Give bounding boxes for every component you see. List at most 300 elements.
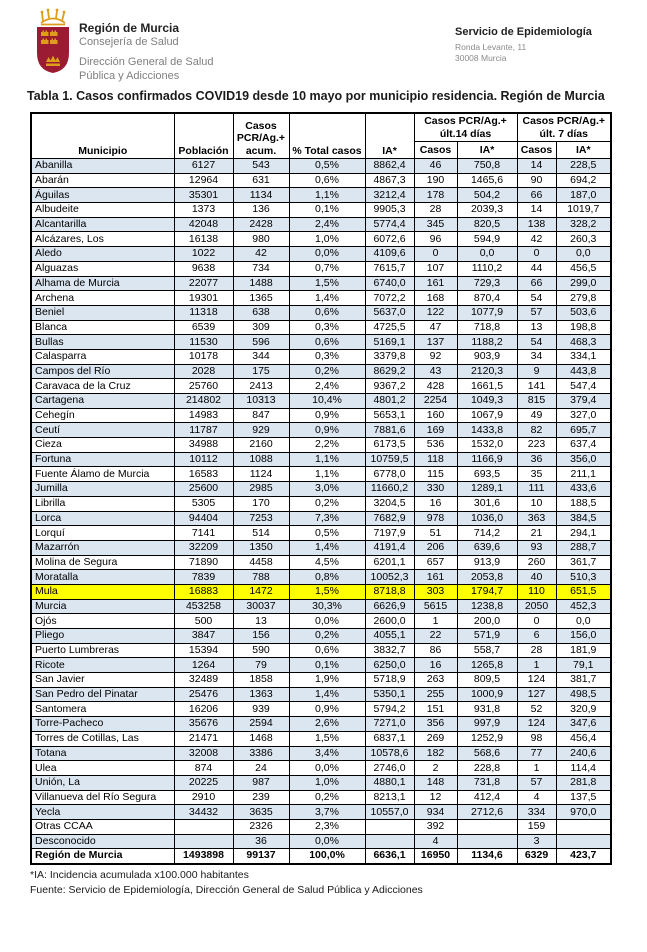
municipality-cell: San Pedro del Pinatar xyxy=(31,687,174,702)
casos-14d-cell: 978 xyxy=(414,511,457,526)
municipality-cell: Caravaca de la Cruz xyxy=(31,379,174,394)
pct-total-cell: 0,0% xyxy=(289,834,365,849)
ia-14d-cell: 594,9 xyxy=(457,232,517,247)
table-row xyxy=(31,305,611,320)
ia-14d-cell: 2120,3 xyxy=(457,364,517,379)
ia-7d-cell: 320,9 xyxy=(556,702,611,717)
ia-cell: 2746,0 xyxy=(365,761,414,776)
col-header-casos-7d: Casos xyxy=(517,142,556,159)
table-row xyxy=(31,188,611,203)
casos-14d-cell: 392 xyxy=(414,819,457,834)
casos-7d-cell: 52 xyxy=(517,702,556,717)
table-row xyxy=(31,555,611,570)
ia-14d-cell: 1000,9 xyxy=(457,687,517,702)
ia-cell xyxy=(365,819,414,834)
col-header-pct-total: % Total casos xyxy=(289,113,365,159)
poblacion-cell: 2910 xyxy=(174,790,233,805)
ia-cell: 4109,6 xyxy=(365,247,414,262)
pct-total-cell: 0,5% xyxy=(289,526,365,541)
casos-acum-cell: 79 xyxy=(233,658,289,673)
pct-total-cell: 2,6% xyxy=(289,717,365,732)
table-row xyxy=(31,614,611,629)
casos-7d-cell: 14 xyxy=(517,159,556,174)
ia-14d-cell: 750,8 xyxy=(457,159,517,174)
casos-14d-cell: 107 xyxy=(414,261,457,276)
ia-cell: 10759,5 xyxy=(365,452,414,467)
ia-cell: 11660,2 xyxy=(365,482,414,497)
ia-cell: 3832,7 xyxy=(365,643,414,658)
casos-14d-cell: 428 xyxy=(414,379,457,394)
table-row xyxy=(31,790,611,805)
pct-total-cell: 2,4% xyxy=(289,217,365,232)
poblacion-cell: 7839 xyxy=(174,570,233,585)
ia-14d-cell: 568,6 xyxy=(457,746,517,761)
casos-7d-cell: 82 xyxy=(517,423,556,438)
casos-acum-cell: 1488 xyxy=(233,276,289,291)
casos-14d-cell: 151 xyxy=(414,702,457,717)
casos-7d-cell: 138 xyxy=(517,217,556,232)
ia-7d-cell: 181,9 xyxy=(556,643,611,658)
ia-14d-cell: 571,9 xyxy=(457,629,517,644)
municipality-cell: Ulea xyxy=(31,761,174,776)
pct-total-cell: 3,7% xyxy=(289,805,365,820)
municipality-cell: Otras CCAA xyxy=(31,819,174,834)
poblacion-cell: 10178 xyxy=(174,349,233,364)
casos-7d-cell: 77 xyxy=(517,746,556,761)
ia-cell: 6173,5 xyxy=(365,438,414,453)
pct-total-cell: 0,0% xyxy=(289,614,365,629)
table-row xyxy=(31,717,611,732)
table-row xyxy=(31,643,611,658)
ia-cell: 6201,1 xyxy=(365,555,414,570)
casos-acum-cell: 1858 xyxy=(233,673,289,688)
ia-7d-cell: 228,5 xyxy=(556,159,611,174)
ia-cell: 7682,9 xyxy=(365,511,414,526)
casos-acum-cell: 987 xyxy=(233,775,289,790)
table-row xyxy=(31,217,611,232)
municipality-cell: Aledo xyxy=(31,247,174,262)
footnote-ia-definition: *IA: Incidencia acumulada x100.000 habitantes xyxy=(30,868,249,881)
casos-14d-cell: 22 xyxy=(414,629,457,644)
poblacion-cell: 214802 xyxy=(174,394,233,409)
ia-14d-cell: 2039,3 xyxy=(457,203,517,218)
casos-acum-cell: 309 xyxy=(233,320,289,335)
casos-14d-cell: 160 xyxy=(414,408,457,423)
pct-total-cell: 1,5% xyxy=(289,584,365,599)
municipality-cell: Pliego xyxy=(31,629,174,644)
ia-14d-cell: 558,7 xyxy=(457,643,517,658)
ia-14d-cell: 200,0 xyxy=(457,614,517,629)
casos-acum-cell: 99137 xyxy=(233,849,289,864)
municipality-cell: Cieza xyxy=(31,438,174,453)
table-row xyxy=(31,511,611,526)
casos-7d-cell: 4 xyxy=(517,790,556,805)
casos-7d-cell: 57 xyxy=(517,775,556,790)
ia-cell: 6250,0 xyxy=(365,658,414,673)
ia-cell: 7197,9 xyxy=(365,526,414,541)
municipality-cell: Torres de Cotillas, Las xyxy=(31,731,174,746)
ia-14d-cell: 301,6 xyxy=(457,496,517,511)
casos-acum-cell: 638 xyxy=(233,305,289,320)
casos-7d-cell: 10 xyxy=(517,496,556,511)
pct-total-cell: 3,4% xyxy=(289,746,365,761)
pct-total-cell: 0,0% xyxy=(289,247,365,262)
table-row xyxy=(31,320,611,335)
ia-cell: 6778,0 xyxy=(365,467,414,482)
ia-cell: 4880,1 xyxy=(365,775,414,790)
ia-7d-cell: 384,5 xyxy=(556,511,611,526)
pct-total-cell: 0,9% xyxy=(289,702,365,717)
casos-7d-cell: 1 xyxy=(517,658,556,673)
poblacion-cell: 1022 xyxy=(174,247,233,262)
ia-14d-cell: 639,6 xyxy=(457,540,517,555)
municipality-cell: Lorquí xyxy=(31,526,174,541)
casos-acum-cell: 156 xyxy=(233,629,289,644)
municipality-cell: Librilla xyxy=(31,496,174,511)
casos-7d-cell: 90 xyxy=(517,173,556,188)
poblacion-cell: 32008 xyxy=(174,746,233,761)
ia-7d-cell: 198,8 xyxy=(556,320,611,335)
municipality-cell: Abanilla xyxy=(31,159,174,174)
casos-14d-cell: 657 xyxy=(414,555,457,570)
table-row xyxy=(31,173,611,188)
poblacion-cell: 11318 xyxy=(174,305,233,320)
ia-14d-cell: 228,8 xyxy=(457,761,517,776)
ia-7d-cell: 279,8 xyxy=(556,291,611,306)
casos-14d-cell: 168 xyxy=(414,291,457,306)
poblacion-cell xyxy=(174,834,233,849)
poblacion-cell: 71890 xyxy=(174,555,233,570)
casos-7d-cell: 13 xyxy=(517,320,556,335)
municipality-cell: Alguazas xyxy=(31,261,174,276)
col-group-ult-14-dias: Casos PCR/Ag.+ últ.14 días xyxy=(414,113,517,142)
casos-acum-cell: 2594 xyxy=(233,717,289,732)
table-row xyxy=(31,467,611,482)
ia-14d-cell: 820,5 xyxy=(457,217,517,232)
pct-total-cell: 0,2% xyxy=(289,364,365,379)
ia-14d-cell: 1465,6 xyxy=(457,173,517,188)
pct-total-cell: 1,0% xyxy=(289,775,365,790)
table-row xyxy=(31,687,611,702)
casos-7d-cell: 124 xyxy=(517,717,556,732)
municipality-cell: Fortuna xyxy=(31,452,174,467)
poblacion-cell: 25760 xyxy=(174,379,233,394)
ia-7d-cell: 423,7 xyxy=(556,849,611,864)
casos-acum-cell: 543 xyxy=(233,159,289,174)
service-address-line1: Ronda Levante, 11 xyxy=(455,42,527,52)
municipality-cell: Murcia xyxy=(31,599,174,614)
pct-total-cell: 0,6% xyxy=(289,305,365,320)
casos-7d-cell: 3 xyxy=(517,834,556,849)
casos-acum-cell: 170 xyxy=(233,496,289,511)
casos-14d-cell: 345 xyxy=(414,217,457,232)
col-group-ult-7-dias: Casos PCR/Ag.+ últ. 7 días xyxy=(517,113,611,142)
casos-acum-cell: 42 xyxy=(233,247,289,262)
municipality-cell: Lorca xyxy=(31,511,174,526)
casos-14d-cell: 46 xyxy=(414,159,457,174)
ia-cell: 3379,8 xyxy=(365,349,414,364)
casos-7d-cell: 0 xyxy=(517,247,556,262)
casos-14d-cell: 536 xyxy=(414,438,457,453)
casos-7d-cell: 9 xyxy=(517,364,556,379)
casos-7d-cell: 54 xyxy=(517,335,556,350)
casos-acum-cell: 2428 xyxy=(233,217,289,232)
pct-total-cell: 1,5% xyxy=(289,276,365,291)
ia-7d-cell: 240,6 xyxy=(556,746,611,761)
service-address-line2: 30008 Murcia xyxy=(455,53,507,63)
poblacion-cell: 11787 xyxy=(174,423,233,438)
pct-total-cell: 0,3% xyxy=(289,349,365,364)
municipality-cell: Región de Murcia xyxy=(31,849,174,864)
municipality-cell: Archena xyxy=(31,291,174,306)
casos-7d-cell: 223 xyxy=(517,438,556,453)
ia-cell: 3204,5 xyxy=(365,496,414,511)
municipality-cell: Alcázares, Los xyxy=(31,232,174,247)
ia-14d-cell: 1134,6 xyxy=(457,849,517,864)
pct-total-cell: 100,0% xyxy=(289,849,365,864)
casos-7d-cell: 54 xyxy=(517,291,556,306)
ia-7d-cell: 260,3 xyxy=(556,232,611,247)
ia-14d-cell: 1289,1 xyxy=(457,482,517,497)
ia-14d-cell: 809,5 xyxy=(457,673,517,688)
poblacion-cell: 6127 xyxy=(174,159,233,174)
ia-cell: 5653,1 xyxy=(365,408,414,423)
casos-7d-cell: 1 xyxy=(517,761,556,776)
casos-acum-cell: 2160 xyxy=(233,438,289,453)
ia-cell: 10578,6 xyxy=(365,746,414,761)
ia-7d-cell: 361,7 xyxy=(556,555,611,570)
poblacion-cell: 32209 xyxy=(174,540,233,555)
municipality-cell: Abarán xyxy=(31,173,174,188)
col-header-ia: IA* xyxy=(365,113,414,159)
pct-total-cell: 1,4% xyxy=(289,291,365,306)
municipality-cell: Torre-Pacheco xyxy=(31,717,174,732)
poblacion-cell: 22077 xyxy=(174,276,233,291)
pct-total-cell: 0,8% xyxy=(289,570,365,585)
casos-7d-cell: 44 xyxy=(517,261,556,276)
pct-total-cell: 10,4% xyxy=(289,394,365,409)
casos-14d-cell: 115 xyxy=(414,467,457,482)
pct-total-cell: 1,4% xyxy=(289,540,365,555)
ia-14d-cell: 870,4 xyxy=(457,291,517,306)
municipality-cell: Moratalla xyxy=(31,570,174,585)
table-row xyxy=(31,731,611,746)
poblacion-cell: 1264 xyxy=(174,658,233,673)
table-row xyxy=(31,702,611,717)
pct-total-cell: 2,2% xyxy=(289,438,365,453)
col-header-ia-7d: IA* xyxy=(556,142,611,159)
table-row xyxy=(31,159,611,174)
ia-cell: 8862,4 xyxy=(365,159,414,174)
poblacion-cell: 34432 xyxy=(174,805,233,820)
ia-cell: 4725,5 xyxy=(365,320,414,335)
ia-cell: 5350,1 xyxy=(365,687,414,702)
ia-14d-cell: 1077,9 xyxy=(457,305,517,320)
municipality-cell: Ceutí xyxy=(31,423,174,438)
casos-7d-cell: 363 xyxy=(517,511,556,526)
municipality-cell: Mazarrón xyxy=(31,540,174,555)
casos-7d-cell: 66 xyxy=(517,276,556,291)
table-row xyxy=(31,408,611,423)
pct-total-cell: 30,3% xyxy=(289,599,365,614)
ia-7d-cell: 547,4 xyxy=(556,379,611,394)
casos-7d-cell: 28 xyxy=(517,643,556,658)
casos-7d-cell: 35 xyxy=(517,467,556,482)
casos-7d-cell: 124 xyxy=(517,673,556,688)
table-row xyxy=(31,658,611,673)
municipality-cell: San Javier xyxy=(31,673,174,688)
ia-cell: 9367,2 xyxy=(365,379,414,394)
ia-7d-cell: 281,8 xyxy=(556,775,611,790)
table-row xyxy=(31,261,611,276)
ia-cell: 6626,9 xyxy=(365,599,414,614)
ia-14d-cell: 1433,8 xyxy=(457,423,517,438)
casos-acum-cell: 2326 xyxy=(233,819,289,834)
col-header-casos-14d: Casos xyxy=(414,142,457,159)
casos-14d-cell: 161 xyxy=(414,276,457,291)
casos-14d-cell: 16 xyxy=(414,496,457,511)
casos-14d-cell: 182 xyxy=(414,746,457,761)
casos-7d-cell: 98 xyxy=(517,731,556,746)
pct-total-cell: 0,2% xyxy=(289,790,365,805)
poblacion-cell: 16883 xyxy=(174,584,233,599)
col-header-poblacion: Población xyxy=(174,113,233,159)
casos-14d-cell: 206 xyxy=(414,540,457,555)
casos-acum-cell: 590 xyxy=(233,643,289,658)
casos-acum-cell: 847 xyxy=(233,408,289,423)
pct-total-cell: 2,4% xyxy=(289,379,365,394)
ia-7d-cell: 0,0 xyxy=(556,614,611,629)
ia-14d-cell: 412,4 xyxy=(457,790,517,805)
ia-7d-cell: 299,0 xyxy=(556,276,611,291)
casos-14d-cell: 178 xyxy=(414,188,457,203)
poblacion-cell: 14983 xyxy=(174,408,233,423)
poblacion-cell: 3847 xyxy=(174,629,233,644)
pct-total-cell: 0,6% xyxy=(289,643,365,658)
pct-total-cell: 1,1% xyxy=(289,188,365,203)
table-row xyxy=(31,232,611,247)
ia-7d-cell: 288,7 xyxy=(556,540,611,555)
ia-7d-cell: 456,5 xyxy=(556,261,611,276)
ia-7d-cell: 379,4 xyxy=(556,394,611,409)
poblacion-cell: 35676 xyxy=(174,717,233,732)
casos-7d-cell: 159 xyxy=(517,819,556,834)
poblacion-cell: 12964 xyxy=(174,173,233,188)
ia-cell: 8718,8 xyxy=(365,584,414,599)
pct-total-cell: 1,9% xyxy=(289,673,365,688)
ia-7d-cell: 443,8 xyxy=(556,364,611,379)
table-row xyxy=(31,423,611,438)
ia-7d-cell: 328,2 xyxy=(556,217,611,232)
municipality-cell: Totana xyxy=(31,746,174,761)
poblacion-cell: 21471 xyxy=(174,731,233,746)
casos-7d-cell: 815 xyxy=(517,394,556,409)
ia-14d-cell: 718,8 xyxy=(457,320,517,335)
table-body xyxy=(31,159,611,864)
casos-7d-cell: 57 xyxy=(517,305,556,320)
casos-acum-cell: 1468 xyxy=(233,731,289,746)
ia-14d-cell: 1067,9 xyxy=(457,408,517,423)
ia-14d-cell: 714,2 xyxy=(457,526,517,541)
table-row xyxy=(31,203,611,218)
ia-cell: 5794,2 xyxy=(365,702,414,717)
casos-14d-cell: 356 xyxy=(414,717,457,732)
casos-14d-cell: 2254 xyxy=(414,394,457,409)
pct-total-cell: 1,1% xyxy=(289,452,365,467)
municipality-cell: Beniel xyxy=(31,305,174,320)
casos-14d-cell: 255 xyxy=(414,687,457,702)
casos-7d-cell: 21 xyxy=(517,526,556,541)
casos-14d-cell: 4 xyxy=(414,834,457,849)
casos-acum-cell: 7253 xyxy=(233,511,289,526)
pct-total-cell: 4,5% xyxy=(289,555,365,570)
pct-total-cell: 3,0% xyxy=(289,482,365,497)
org-subdivision xyxy=(79,55,214,83)
ia-7d-cell: 187,0 xyxy=(556,188,611,203)
col-header-casos-acum: Casos PCR/Ag.+ acum. xyxy=(233,113,289,159)
poblacion-cell: 453258 xyxy=(174,599,233,614)
casos-7d-cell: 111 xyxy=(517,482,556,497)
municipality-cell: Fuente Álamo de Murcia xyxy=(31,467,174,482)
table-row xyxy=(31,599,611,614)
casos-acum-cell: 939 xyxy=(233,702,289,717)
table-row xyxy=(31,761,611,776)
casos-14d-cell: 5615 xyxy=(414,599,457,614)
table-row xyxy=(31,526,611,541)
municipality-cell: Bullas xyxy=(31,335,174,350)
org-subdivision-line1: Dirección General de Salud xyxy=(79,56,214,68)
ia-cell: 8629,2 xyxy=(365,364,414,379)
ia-14d-cell: 913,9 xyxy=(457,555,517,570)
pct-total-cell: 1,5% xyxy=(289,731,365,746)
casos-acum-cell: 3386 xyxy=(233,746,289,761)
ia-14d-cell: 1166,9 xyxy=(457,452,517,467)
ia-14d-cell: 729,3 xyxy=(457,276,517,291)
table-header xyxy=(31,113,611,159)
pct-total-cell: 0,9% xyxy=(289,408,365,423)
ia-cell: 4801,2 xyxy=(365,394,414,409)
casos-acum-cell: 13 xyxy=(233,614,289,629)
ia-14d-cell: 2712,6 xyxy=(457,805,517,820)
casos-7d-cell: 36 xyxy=(517,452,556,467)
casos-acum-cell: 1472 xyxy=(233,584,289,599)
casos-14d-cell: 161 xyxy=(414,570,457,585)
ia-cell: 5718,9 xyxy=(365,673,414,688)
municipality-cell: Villanueva del Río Segura xyxy=(31,790,174,805)
casos-14d-cell: 96 xyxy=(414,232,457,247)
municipality-cell: Molina de Segura xyxy=(31,555,174,570)
table-title: Tabla 1. Casos confirmados COVID19 desde 10 mayo por municipio residencia. Región de Murcia xyxy=(27,89,605,103)
ia-7d-cell: 433,6 xyxy=(556,482,611,497)
municipality-cell: Mula xyxy=(31,584,174,599)
ia-7d-cell: 114,4 xyxy=(556,761,611,776)
ia-cell: 7072,2 xyxy=(365,291,414,306)
casos-7d-cell: 42 xyxy=(517,232,556,247)
ia-7d-cell: 0,0 xyxy=(556,247,611,262)
pct-total-cell: 0,7% xyxy=(289,261,365,276)
casos-14d-cell: 122 xyxy=(414,305,457,320)
pct-total-cell: 0,2% xyxy=(289,496,365,511)
ia-cell: 4055,1 xyxy=(365,629,414,644)
casos-14d-cell: 934 xyxy=(414,805,457,820)
service-address xyxy=(455,42,592,64)
ia-cell xyxy=(365,834,414,849)
org-name: Región de Murcia xyxy=(79,21,180,35)
municipality-cell: Cehegín xyxy=(31,408,174,423)
ia-cell: 7615,7 xyxy=(365,261,414,276)
casos-7d-cell: 2050 xyxy=(517,599,556,614)
casos-14d-cell: 16950 xyxy=(414,849,457,864)
